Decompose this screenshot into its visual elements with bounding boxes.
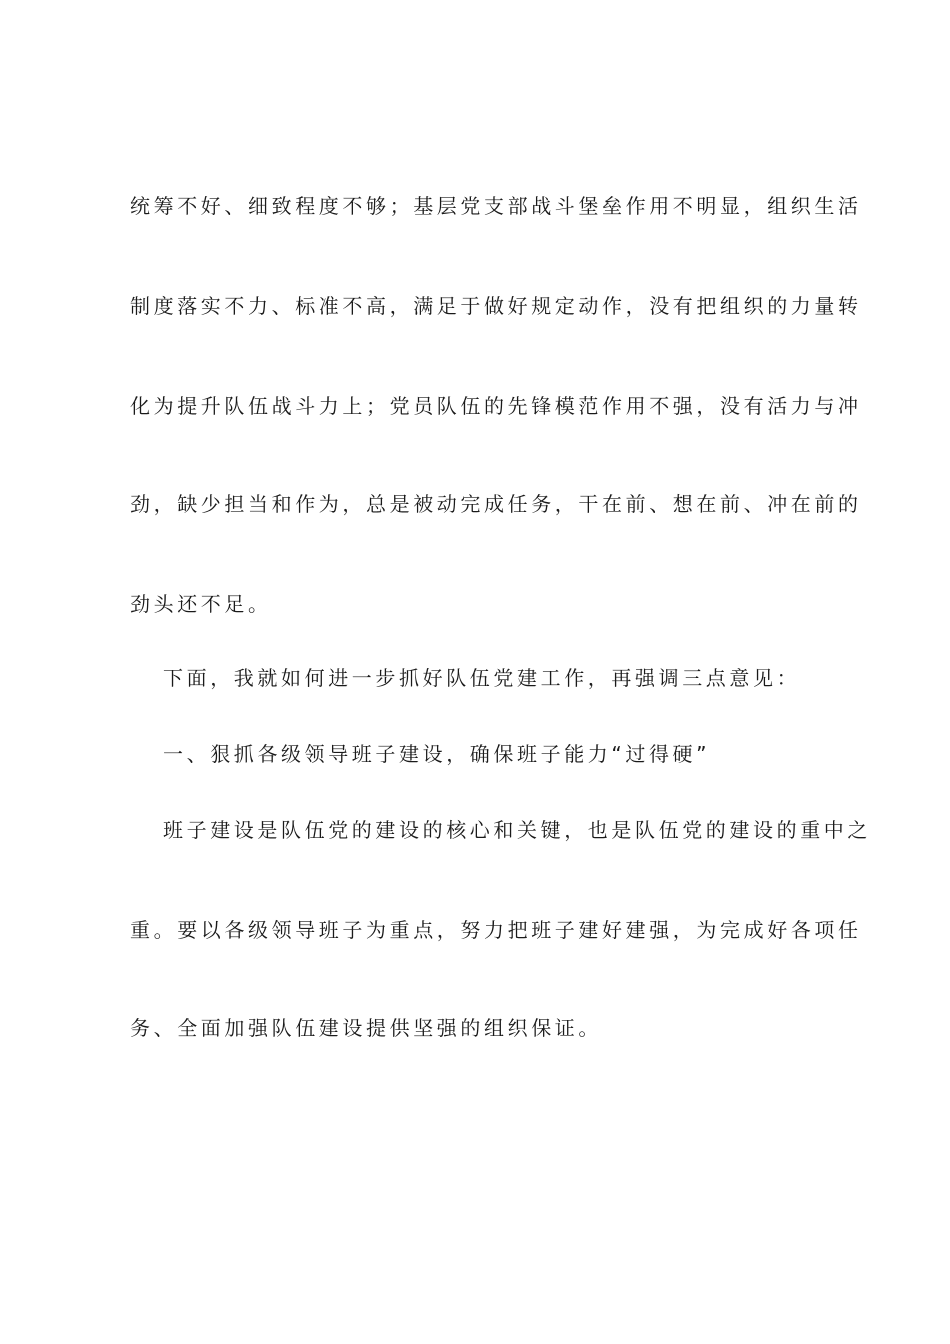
- paragraph-1-line-2: 制度落实不力、标准不高，满足于做好规定动作，没有把组织的力量转: [130, 294, 862, 318]
- paragraph-3-line-3: 务、全面加强队伍建设提供坚强的组织保证。: [130, 1016, 602, 1040]
- paragraph-1-line-1: 统筹不好、细致程度不够；基层党支部战斗堡垒作用不明显，组织生活: [130, 194, 862, 218]
- paragraph-3-line-2: 重。要以各级领导班子为重点，努力把班子建好建强，为完成好各项任: [130, 918, 862, 942]
- paragraph-1-line-3: 化为提升队伍战斗力上；党员队伍的先锋模范作用不强，没有活力与冲: [130, 394, 862, 418]
- paragraph-1-line-5: 劲头还不足。: [130, 592, 272, 616]
- paragraph-1-line-4: 劲，缺少担当和作为，总是被动完成任务，干在前、想在前、冲在前的: [130, 492, 862, 516]
- section-heading-1: 一、狠抓各级领导班子建设，确保班子能力“过得硬”: [163, 742, 711, 766]
- paragraph-2: 下面，我就如何进一步抓好队伍党建工作，再强调三点意见：: [163, 666, 801, 690]
- paragraph-3-line-1: 班子建设是队伍党的建设的核心和关键，也是队伍党的建设的重中之: [163, 818, 871, 842]
